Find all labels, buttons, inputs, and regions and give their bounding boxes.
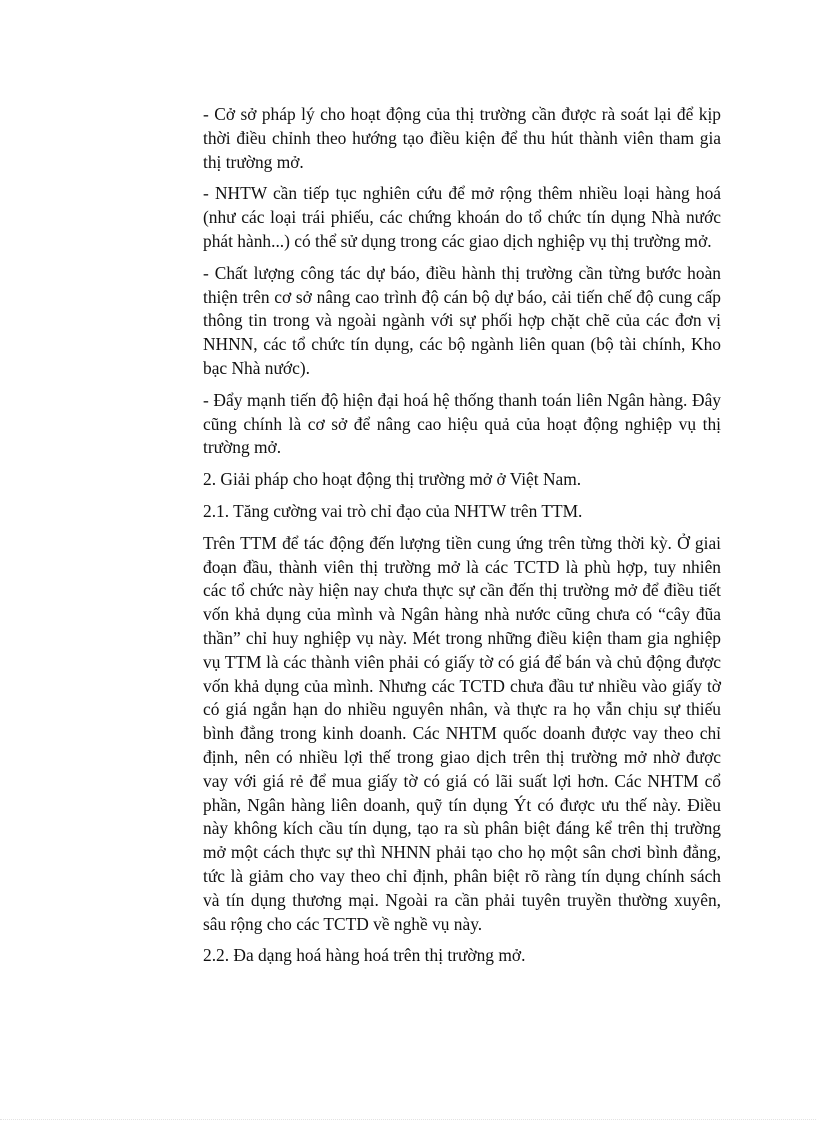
document-body: [203, 103, 721, 968]
page-bottom-rule: [0, 1119, 816, 1120]
bullet-expand-goods: - NHTW cần tiếp tục nghiên cứu để mở rộng thêm nhiều loại hàng hoá (như các loại trái phiếu, các chứng khoán do tổ chức tín dụng Nhà nước phát hành...) có thể sử dụng trong các giao dịch nghiệp vụ thị trường mở.: [203, 183, 721, 251]
subsection-heading-2-2: 2.2. Đa dạng hoá hàng hoá trên thị trường mở.: [203, 945, 526, 966]
bullet-forecast-quality: - Chất lượng công tác dự báo, điều hành thị trường cần từng bước hoàn thiện trên cơ sở nâng cao trình độ cán bộ dự báo, cải tiến chế độ cung cấp thông tin trong và ngoài ngành với sự phối hợp chặt chẽ của các đơn vị NHNN, các tổ chức tín dụng, các bộ ngành liên quan (bộ tài chính, Kho bạc Nhà nước).: [203, 262, 721, 378]
body-paragraph-2-1: Trên TTM để tác động đến lượng tiền cung ứng trên từng thời kỳ. Ở giai đoạn đầu, thành viên thị trường mở là các TCTD là phù hợp, tuy nhiên các tổ chức này hiện nay chưa thực sự cần đến thị trường mở để điều tiết vốn khả dụng của mình và Ngân hàng nhà nước cũng chưa có “cây đũa thần” chỉ huy nghiệp vụ này. Mét trong những điều kiện tham gia nghiệp vụ TTM là các thành viên phải có giấy tờ có giá để bán và chủ động được vốn khả dụng của mình. Nhưng các TCTD chưa đầu tư nhiều vào giấy tờ có giá ngắn hạn do nhiều nguyên nhân, và thực ra họ vẫn chịu sự thiếu bình đẳng trong kinh doanh. Các NHTM quốc doanh được vay theo chỉ định, nên có nhiều lợi thế trong giao dịch trên thị trường mở nhờ được vay với giá rẻ để mua giấy tờ có giá có lãi suất lợi hơn. Các NHTM cổ phần, Ngân hàng liên doanh, quỹ tín dụng Ýt có được ưu thế này. Điều này không kích cầu tín dụng, tạo ra sù phân biệt đáng kể trên thị trường mở một cách thực sự thì NHNN phải tạo cho họ một sân chơi bình đẳng, tức là giảm cho vay theo chỉ định, phân biệt rõ ràng tín dụng chính sách và tín dụng thương mại. Ngoài ra cần phải tuyên truyền thường xuyên, sâu rộng cho các TCTD về nghề vụ này.: [203, 532, 721, 934]
bullet-payment-modernization: - Đẩy mạnh tiến độ hiện đại hoá hệ thống thanh toán liên Ngân hàng. Đây cũng chính là cơ sở để nâng cao hiệu quả của hoạt động nghiệp vụ thị trường mở.: [203, 389, 721, 458]
bullet-legal-basis: - Cở sở pháp lý cho hoạt động của thị trường cần được rà soát lại để kịp thời điều chỉnh theo hướng tạo điều kiện để thu hút thành viên tham gia thị trường mở.: [203, 104, 721, 172]
section-heading-solutions: 2. Giải pháp cho hoạt động thị trường mở ở Việt Nam.: [203, 469, 582, 490]
subsection-heading-2-1: 2.1. Tăng cường vai trò chỉ đạo của NHTW trên TTM.: [203, 500, 583, 521]
